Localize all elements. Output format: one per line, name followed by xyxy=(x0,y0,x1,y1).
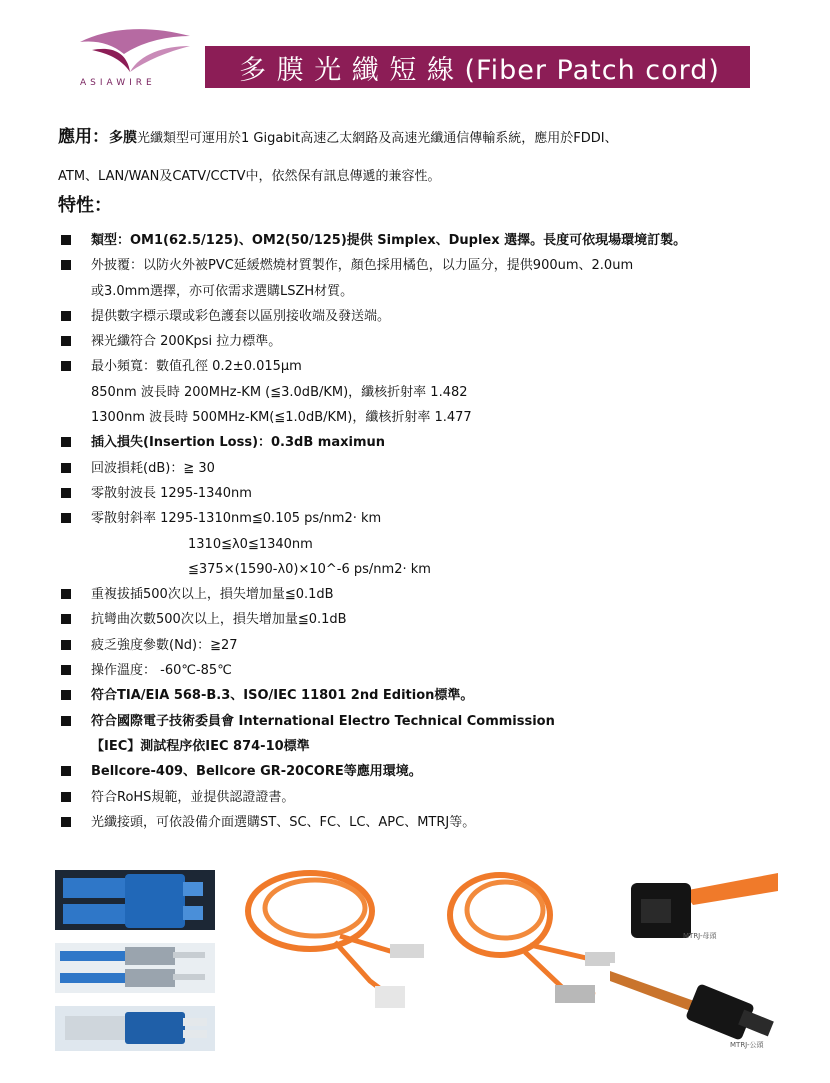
feature-continuation: 【IEC】測試程序依IEC 874-10標準 xyxy=(91,738,310,754)
feature-continuation: 1300nm 波長時 500MHz-KM(≦1.0dB/KM)，纖核折射率 1.477 xyxy=(91,410,472,426)
mtrj-female-caption: MTRJ-母頭 xyxy=(683,932,717,940)
feature-item: 符合TIA/EIA 568-B.3、ISO/IEC 11801 2nd Edition標準。 xyxy=(58,683,808,708)
intro-label: 應用： xyxy=(58,127,109,147)
feature-continuation: 或3.0mm選擇，亦可依需求選購LSZH材質。 xyxy=(91,283,354,299)
feature-item: 抗彎曲次數500次以上，損失增加量≦0.1dB xyxy=(58,607,808,632)
features-title: 特性： xyxy=(58,195,112,216)
feature-item: 零散射斜率 1295-1310nm≦0.105 ps/nm2‧ km xyxy=(58,506,808,531)
st-lc-patch-cord-image xyxy=(445,860,620,1025)
sc-lc-patch-cord-image xyxy=(240,856,430,1016)
page-title: 多 膜 光 纖 短 線 (Fiber Patch cord) xyxy=(205,46,750,88)
feature-continuation: ≦375×(1590-λ0)×10^-6 ps/nm2‧ km xyxy=(188,561,431,577)
feature-item: 重複拔插500次以上，損失增加量≦0.1dB xyxy=(58,582,808,607)
mtrj-male-caption: MTRJ-公頭 xyxy=(730,1041,764,1049)
features-list xyxy=(58,228,808,835)
feature-item: 回波損耗(dB)：≧ 30 xyxy=(58,456,808,481)
feature-item: 光纖接頭，可依設備介面選購ST、SC、FC、LC、APC、MTRJ等。 xyxy=(58,810,808,835)
feature-item: 疲乏強度參數(Nd)：≧27 xyxy=(58,633,808,658)
feature-continuation: 850nm 波長時 200MHz-KM (≦3.0dB/KM)，纖核折射率 1.482 xyxy=(91,384,468,400)
feature-item: 最小頻寬：數值孔徑 0.2±0.015μm xyxy=(58,354,808,379)
intro-line-2: ATM、LAN/WAN及CATV/CCTV中，依然保有訊息傳遞的兼容性。 xyxy=(58,169,441,184)
feature-item: 零散射波長 1295-1340nm xyxy=(58,481,808,506)
product-photos xyxy=(55,848,780,1063)
feature-item: 符合國際電子技術委員會 International Electro Technical Commission xyxy=(58,709,808,734)
feature-continuation: 1310≦λ0≦1340nm xyxy=(188,536,313,552)
feature-item: 符合RoHS規範，並提供認證證書。 xyxy=(58,785,808,810)
sc-connector-image xyxy=(55,860,215,935)
feature-item: 插入損失(Insertion Loss)：0.3dB maximun xyxy=(58,430,808,455)
feature-item: 外披覆：以防火外被PVC延緩燃燒材質製作，顏色採用橘色，以力區分，提供900um、2.0um xyxy=(58,253,808,278)
feature-item: Bellcore-409、Bellcore GR-20CORE等應用環境。 xyxy=(58,759,808,784)
feature-item: 類型：OM1(62.5/125)、OM2(50/125)提供 Simplex、Duplex 選擇。長度可依現場環境訂製。 xyxy=(58,228,808,253)
logo-wordmark: ASIAWIRE xyxy=(80,78,156,88)
feature-item: 操作溫度： -60℃-85℃ xyxy=(58,658,808,683)
fc-connector-image xyxy=(55,943,215,993)
intro-paragraph xyxy=(58,118,798,196)
feature-item: 提供數字標示環或彩色護套以區別接收端及發送端。 xyxy=(58,304,808,329)
feature-item: 裸光纖符合 200Kpsi 拉力標準。 xyxy=(58,329,808,354)
mtrj-male-image xyxy=(610,963,780,1053)
intro-line-1: 光纖類型可運用於1 Gigabit高速乙太網路及高速光纖通信傳輸系統，應用於FDDI、 xyxy=(137,131,618,146)
lc-connector-image xyxy=(55,1006,215,1051)
intro-highlight: 多膜 xyxy=(109,130,137,146)
mtrj-female-image xyxy=(623,853,778,948)
